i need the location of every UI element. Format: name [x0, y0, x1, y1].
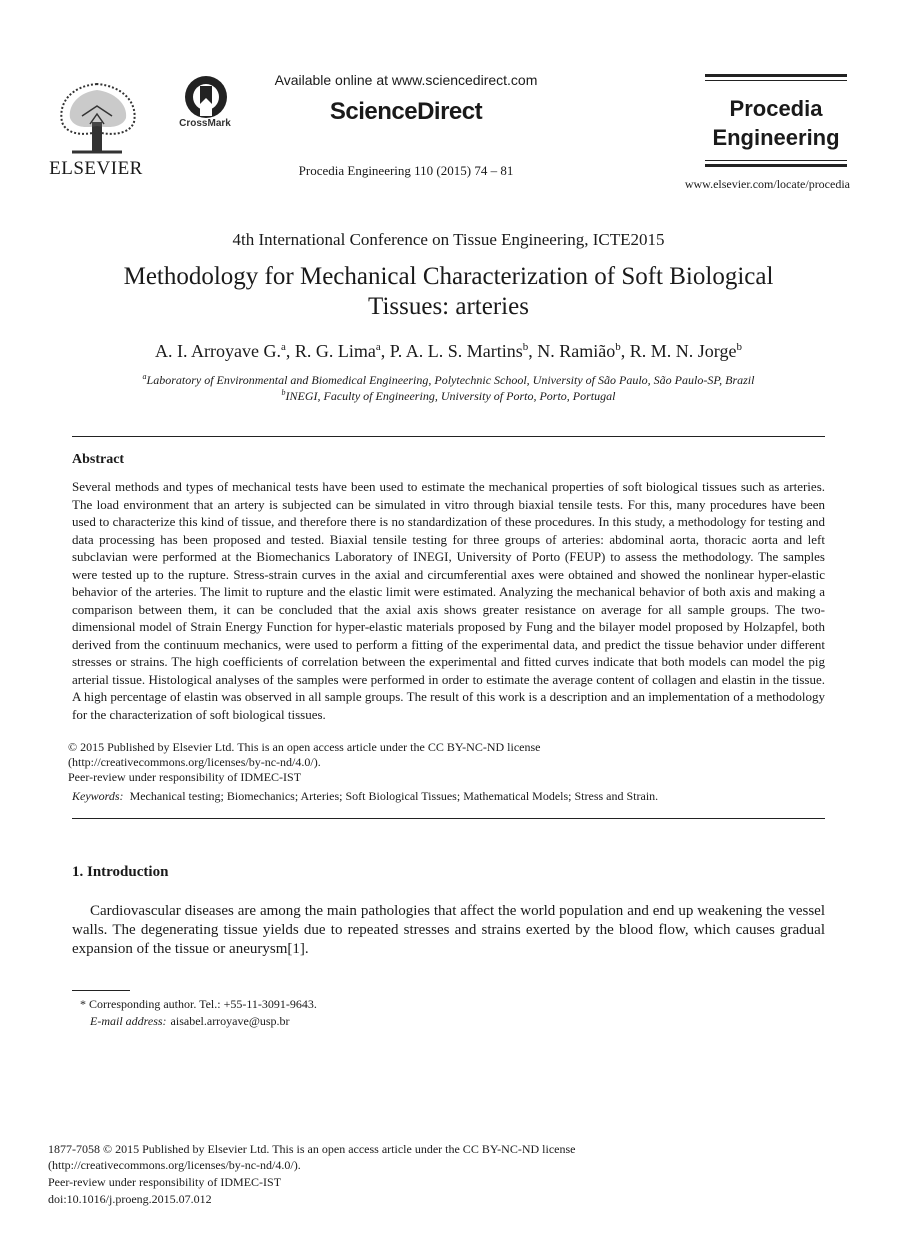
- license-line: © 2015 Published by Elsevier Ltd. This is an open access article under the CC BY-NC-ND license: [68, 740, 541, 754]
- author-name: R. G. Lima: [294, 341, 376, 361]
- paper-title: [72, 262, 825, 322]
- affiliation-text: INEGI, Faculty of Engineering, University of Porto, Porto, Portugal: [285, 389, 616, 403]
- author-separator: ,: [285, 341, 295, 361]
- abstract-heading: Abstract: [72, 452, 125, 467]
- email-address[interactable]: aisabel.arroyave@usp.br: [170, 1014, 290, 1028]
- journal-title-line1: Procedia: [729, 96, 823, 121]
- abstract-top-rule: [72, 436, 825, 437]
- email-label: E-mail address:: [90, 1014, 167, 1028]
- paper-title-line1: Methodology for Mechanical Characterization of Soft Biological: [123, 263, 774, 290]
- affiliation-mark: b: [615, 341, 621, 353]
- journal-rule-thin: [705, 80, 847, 81]
- affiliation-mark: a: [280, 341, 286, 353]
- author-name: N. Ramião: [537, 341, 616, 361]
- author-name: P. A. L. S. Martins: [389, 341, 523, 361]
- conference-name: 4th International Conference on Tissue Engineering, ICTE2015: [232, 230, 665, 249]
- keywords-label: Keywords:: [72, 789, 124, 803]
- abstract-bottom-rule: [72, 818, 825, 819]
- keywords-list: Mechanical testing; Biomechanics; Arteries; Soft Biological Tissues; Mathematical Models; Stress and Strain.: [129, 789, 659, 803]
- footer-doi[interactable]: doi:10.1016/j.proeng.2015.07.012: [48, 1192, 212, 1206]
- journal-rule-thin: [705, 160, 847, 161]
- author-separator: ,: [380, 341, 390, 361]
- author-list: [72, 341, 825, 362]
- journal-rule-thick: [705, 164, 847, 167]
- author-name: R. M. N. Jorge: [629, 341, 737, 361]
- footnote-rule: [72, 990, 130, 991]
- journal-reference: Procedia Engineering 110 (2015) 74 – 81: [298, 163, 514, 178]
- affiliation-mark: a: [375, 341, 381, 353]
- abstract-body: Several methods and types of mechanical tests have been used to estimate the mechanical properties of soft biological tissues such as arteries. The load environment that an artery is subjected can be simulated in vitro through biaxial tensile tests. For this, many procedures have been used to characterize this kind of tissue, and therefore there is no standardization of these procedures. In this study, a methodology for testing and data processing has been proposed and tested. Biaxial tensile testing for three groups of arteries: abdominal aorta, thoracic aorta and left subclavian were performed at the Biomechanics Laboratory of INEGI, University of Porto (FEUP) to assess the methodology. The samples were tested up to the rupture. Stress-strain curves in the axial and circumferential axes were obtained and showed the nonlinear hyper-elastic behavior of the arteries. The limit to rupture and the elastic limit were estimated. Analyzing the mechanical behavior of both axis and making a comparison between them, it can be concluded that the axial axis shows greater resistance on average for all sample groups. The two-dimensional model of Strain Energy Function for hyper-elastic materials proposed by Fung and the bilayer model proposed by Holzapfel, both derived from the continuum mechanics, were used to perform a fitting of the experimental data, and predict the tissue behavior under different stresses or strains. The high coefficients of correlation between the experimental and fitted curves indicate that both models can model the pig arterial tissue. Histological analyses of the samples were performed in order to estimate the average content of collagen and elastin in the tissue. A high percentage of elastin was observed in all sample groups. The result of this work is a description and an implementation of a methodology for the characterization of soft biological tissues.: [72, 479, 825, 722]
- affiliation-mark: a: [142, 372, 147, 381]
- journal-rule-thick: [705, 74, 847, 77]
- keywords: [72, 789, 658, 804]
- corresponding-author-note: * Corresponding author. Tel.: +55-11-3091-9643.: [80, 997, 317, 1011]
- affiliation-b: [72, 388, 825, 404]
- journal-title: [700, 94, 852, 152]
- peer-review-line: Peer-review under responsibility of IDMEC-IST: [68, 770, 302, 784]
- footer-license-link[interactable]: (http://creativecommons.org/licenses/by-nc-nd/4.0/).: [48, 1158, 301, 1172]
- affiliation-text: Laboratory of Environmental and Biomedical Engineering, Polytechnic School, University of São Paulo, São Paulo-SP, Brazil: [146, 373, 755, 387]
- affiliation-mark: b: [736, 341, 742, 353]
- author-name: A. I. Arroyave G.: [155, 341, 281, 361]
- journal-title-line2: Engineering: [712, 125, 840, 150]
- footer-peer-review: Peer-review under responsibility of IDMEC-IST: [48, 1175, 282, 1189]
- paper-title-line2: Tissues: arteries: [368, 293, 529, 320]
- affiliation-mark: b: [522, 341, 529, 353]
- crossmark-label: CrossMark: [179, 118, 231, 129]
- license-link[interactable]: (http://creativecommons.org/licenses/by-nc-nd/4.0/).: [68, 755, 321, 769]
- publisher-name: ELSEVIER: [49, 158, 143, 179]
- section-heading-introduction: 1. Introduction: [72, 864, 169, 880]
- author-separator: ,: [528, 341, 538, 361]
- introduction-paragraph: Cardiovascular diseases are among the main pathologies that affect the world population and end up weakening the vessel walls. The degenerating tissue yields due to repeated stresses and strains exerted by the blood flow, which causes gradual expansion of the tissue or aneurysm[1].: [72, 903, 825, 957]
- footer-license: 1877-7058 © 2015 Published by Elsevier Ltd. This is an open access article under the CC BY-NC-ND license: [48, 1142, 576, 1156]
- affiliation-mark: b: [281, 388, 286, 397]
- affiliation-a: [72, 372, 825, 388]
- journal-url-link[interactable]: www.elsevier.com/locate/procedia: [684, 177, 850, 191]
- available-online-text: Available online at www.sciencedirect.com: [274, 72, 538, 88]
- email-note: [90, 1014, 290, 1029]
- sciencedirect-logo[interactable]: ScienceDirect: [329, 98, 483, 125]
- author-separator: ,: [620, 341, 630, 361]
